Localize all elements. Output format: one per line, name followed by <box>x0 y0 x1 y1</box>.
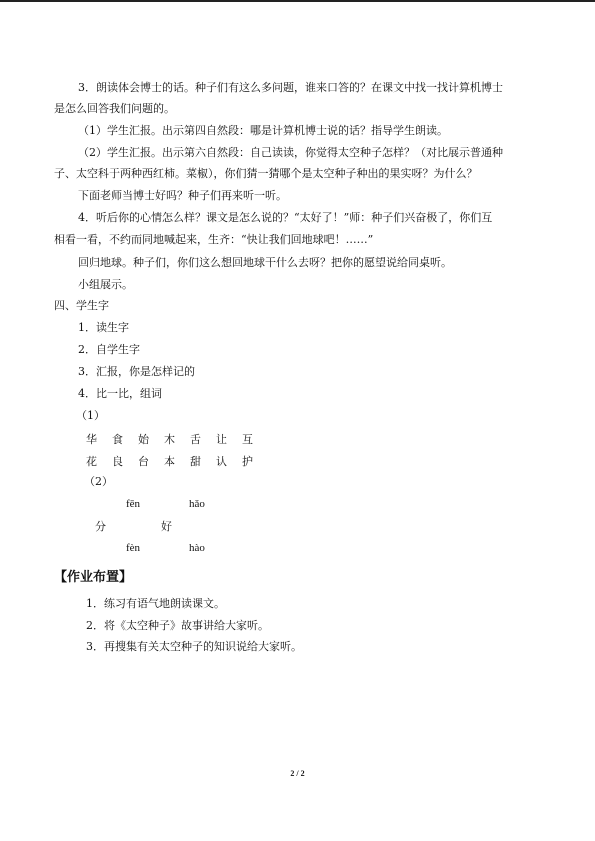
character: 甜 <box>190 455 201 468</box>
list-item: 3．汇报，你是怎样记的 <box>78 365 195 378</box>
paragraph-line: 相看一看，不约而同地喊起来，生齐：“快让我们回地球吧！……” <box>54 233 374 246</box>
paragraph-line: 回归地球。种子们，你们这么想回地球干什么去呀？把你的愿望说给同桌听。 <box>78 256 452 269</box>
paragraph-line: 是怎么回答我们问题的。 <box>54 102 175 115</box>
character: 本 <box>164 455 175 468</box>
paragraph-line: 3．朗读体会博士的话。种子们有这么多问题，谁来口答的？在课文中找一找计算机博士 <box>78 81 503 94</box>
character: 华 <box>86 433 97 446</box>
paragraph-line: 4．听后你的心情怎么样？课文是怎么说的？“太好了！”师：种子们兴奋极了，你们互 <box>78 211 493 224</box>
homework-item: 3．再搜集有关太空种子的知识说给大家听。 <box>86 640 302 653</box>
section-heading: 四、学生字 <box>54 299 109 312</box>
paragraph-line: 下面老师当博士好吗？种子们再来听一听。 <box>78 189 287 202</box>
character: 护 <box>242 455 253 468</box>
sub-label: （1） <box>76 409 105 422</box>
character: 食 <box>112 433 123 446</box>
character-row-1 <box>86 431 268 447</box>
pinyin-label: hào <box>189 542 205 554</box>
character: 木 <box>164 433 175 446</box>
pinyin-label: hǎo <box>189 498 205 510</box>
list-item: 4．比一比，组词 <box>78 387 162 400</box>
character: 始 <box>138 433 149 446</box>
page-number: 2 / 2 <box>290 769 305 778</box>
character: 认 <box>216 455 227 468</box>
homework-item: 1．练习有语气地朗读课文。 <box>86 597 225 610</box>
sub-label: （2） <box>84 475 113 488</box>
pinyin-label: fèn <box>126 542 141 554</box>
homework-item: 2．将《太空种子》故事讲给大家听。 <box>86 619 269 632</box>
character: 让 <box>216 433 227 446</box>
character: 良 <box>112 455 123 468</box>
character: 台 <box>138 455 149 468</box>
page-top-rule <box>0 0 595 2</box>
paragraph-line: 子、太空科于两种西红柿。菜椒），你们猜一猜哪个是太空种子种出的果实呀？为什么？ <box>54 167 478 180</box>
paragraph-line: 小组展示。 <box>78 278 133 291</box>
list-item: 2．自学生字 <box>78 343 140 356</box>
polyphone-character: 好 <box>161 520 172 533</box>
character: 互 <box>242 433 253 446</box>
character-row-2 <box>86 453 268 469</box>
homework-heading: 【作业布置】 <box>54 570 133 585</box>
character: 舌 <box>190 433 201 446</box>
paragraph-line: （1）学生汇报。出示第四自然段：哪是计算机博士说的话？指导学生朗读。 <box>78 124 448 137</box>
list-item: 1．读生字 <box>78 321 129 334</box>
paragraph-line: （2）学生汇报。出示第六自然段：自己读读，你觉得太空种子怎样？（对比展示普通种 <box>78 146 503 159</box>
character: 花 <box>86 455 97 468</box>
pinyin-label: fēn <box>126 498 141 510</box>
polyphone-character: 分 <box>95 520 106 533</box>
